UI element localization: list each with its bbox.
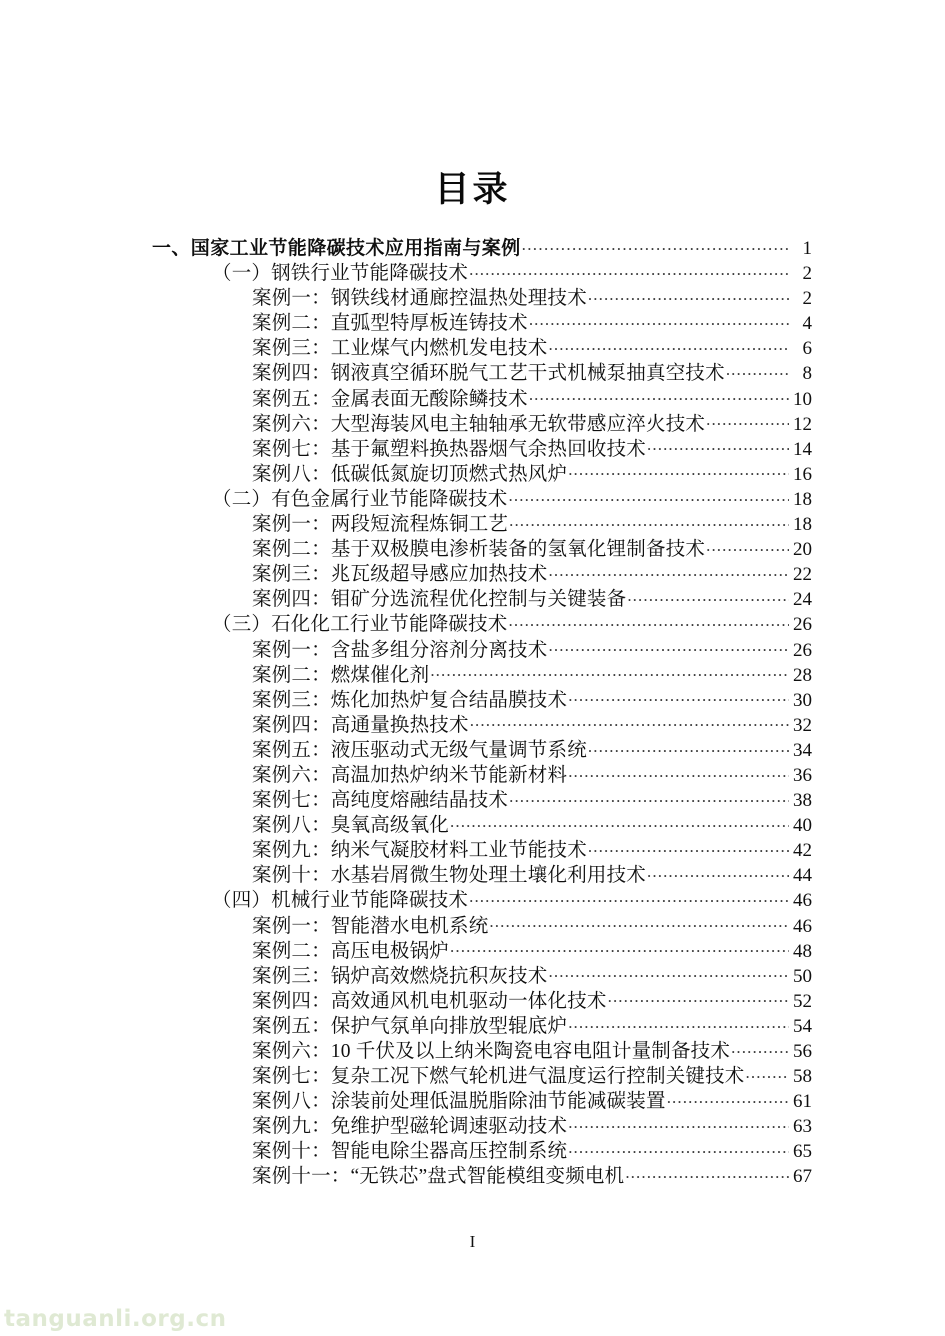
toc-entry[interactable] [0,865,945,890]
toc-entry-label: 案例四：钼矿分选流程优化控制与关键装备 [252,589,627,611]
toc-entry-page-number: 18 [793,514,812,536]
toc-leader-dots [706,414,789,430]
toc-entry[interactable] [0,539,945,564]
toc-entry-page-number: 46 [793,890,812,912]
toc-entry-page-number: 14 [793,438,812,460]
toc-entry[interactable] [0,890,945,915]
toc-entry[interactable] [0,338,945,363]
toc-entry-page-number: 26 [793,639,812,661]
toc-entry[interactable] [0,288,945,313]
toc-entry[interactable] [0,1091,945,1116]
toc-entry-label: 案例四：高通量换热技术 [252,714,469,736]
toc-entry-label: 案例九：免维护型磁轮调速驱动技术 [252,1116,568,1138]
toc-entry-page-number: 2 [802,263,812,285]
toc-entry-page-number: 1 [802,238,812,259]
toc-entry-label: 案例五：液压驱动式无级气量调节系统 [252,739,587,761]
toc-entry[interactable] [0,414,945,439]
toc-leader-dots [568,1016,789,1032]
toc-entry-label: 案例三：兆瓦级超导感应加热技术 [252,564,548,586]
toc-entry-label: 案例一：钢铁线材通廊控温热处理技术 [252,288,587,310]
toc-leader-dots [509,790,789,806]
toc-entry-label: 案例一：两段短流程炼铜工艺 [252,514,509,536]
toc-leader-dots [706,539,789,555]
toc-entry-page-number: 20 [793,539,812,561]
toc-leader-dots [450,815,789,831]
toc-leader-dots [549,966,789,982]
toc-entry-page-number: 56 [793,1041,812,1062]
toc-leader-dots [726,363,789,379]
toc-entry[interactable] [0,1016,945,1041]
toc-leader-dots [529,313,789,329]
toc-entry-label: 案例三：工业煤气内燃机发电技术 [252,338,548,360]
toc-entry[interactable] [0,1141,945,1166]
toc-entry[interactable] [0,790,945,815]
toc-entry-page-number: 4 [802,313,812,335]
toc-leader-dots [430,665,789,681]
toc-entry-page-number: 46 [793,915,812,937]
page-folio: I [469,1232,476,1251]
toc-leader-dots [568,464,789,480]
toc-entry-page-number: 28 [793,664,812,686]
toc-leader-dots [469,263,789,279]
toc-entry-page-number: 16 [793,463,812,485]
toc-entry[interactable] [0,489,945,514]
toc-leader-dots [627,589,789,605]
toc-entry-label: 案例五：金属表面无酸除鳞技术 [252,388,528,410]
toc-entry-page-number: 61 [793,1091,812,1113]
toc-leader-dots [568,1116,789,1132]
toc-entry-label: （四）机械行业节能降碳技术 [212,890,469,912]
toc-entry[interactable] [0,840,945,865]
toc-entry-page-number: 50 [793,965,812,987]
toc-leader-dots [522,238,789,254]
toc-entry[interactable] [0,564,945,589]
toc-entry-page-number: 67 [793,1166,812,1188]
toc-entry-label: 案例十：水基岩屑微生物处理土壤化利用技术 [252,865,647,887]
toc-entry-page-number: 12 [793,413,812,435]
toc-entry[interactable] [0,991,945,1016]
table-of-contents [0,238,945,1192]
toc-leader-dots [509,514,789,530]
toc-entry[interactable] [0,715,945,740]
toc-entry[interactable] [0,389,945,414]
toc-entry-label: （一）钢铁行业节能降碳技术 [212,263,469,285]
toc-entry[interactable] [0,1066,945,1091]
toc-entry-label: 案例六：10 千伏及以上纳米陶瓷电容电阻计量制备技术 [252,1041,731,1062]
toc-entry[interactable] [0,614,945,639]
toc-entry[interactable] [0,665,945,690]
toc-entry-label: 案例十一：“无铁芯”盘式智能模组变频电机 [252,1166,625,1188]
toc-entry-page-number: 65 [793,1141,812,1163]
toc-entry-page-number: 22 [793,564,812,586]
toc-entry-label: 案例八：涂装前处理低温脱脂除油节能减碳装置 [252,1091,666,1113]
toc-leader-dots [568,690,789,706]
toc-leader-dots [625,1166,789,1182]
toc-leader-dots [469,890,789,906]
toc-entry[interactable] [0,690,945,715]
toc-entry[interactable] [0,740,945,765]
page-title: 目录 [434,170,511,209]
toc-entry-page-number: 48 [793,940,812,962]
toc-entry-page-number: 10 [793,388,812,410]
toc-leader-dots [529,389,789,405]
toc-leader-dots [731,1041,789,1057]
toc-entry-page-number: 52 [793,990,812,1012]
toc-entry-page-number: 34 [793,739,812,761]
toc-entry-page-number: 32 [793,714,812,736]
toc-leader-dots [549,640,789,656]
toc-leader-dots [568,765,789,781]
toc-entry[interactable] [0,1041,945,1066]
toc-entry[interactable] [0,640,945,665]
toc-entry[interactable] [0,1166,945,1191]
toc-entry-label: 案例一：智能潜水电机系统 [252,915,489,937]
toc-entry-label: 案例四：高效通风机电机驱动一体化技术 [252,990,607,1012]
toc-entry[interactable] [0,439,945,464]
toc-entry-label: 案例七：基于氟塑料换热器烟气余热回收技术 [252,438,647,460]
toc-entry-label: 案例八：低碳低氮旋切顶燃式热风炉 [252,463,568,485]
toc-entry-label: 案例七：高纯度熔融结晶技术 [252,790,509,812]
toc-leader-dots [489,916,789,932]
toc-entry[interactable] [0,815,945,840]
toc-entry-label: 案例三：锅炉高效燃烧抗积灰技术 [252,965,548,987]
toc-entry-label: 案例三：炼化加热炉复合结晶膜技术 [252,689,568,711]
toc-leader-dots [549,338,789,354]
toc-entry-label: 案例二：基于双极膜电渗析装备的氢氧化锂制备技术 [252,539,706,561]
toc-entry[interactable] [0,238,945,263]
toc-entry[interactable] [0,966,945,991]
toc-entry-label: （二）有色金属行业节能降碳技术 [212,488,508,510]
toc-entry-page-number: 38 [793,790,812,812]
toc-leader-dots [450,941,789,957]
toc-entry-label: 案例四：钢液真空循环脱气工艺干式机械泵抽真空技术 [252,363,725,385]
toc-entry-label: 一、国家工业节能降碳技术应用指南与案例 [152,238,521,259]
toc-entry-label: 案例五：保护气氛单向排放型辊底炉 [252,1015,568,1037]
toc-entry-page-number: 44 [793,865,812,887]
toc-entry-page-number: 18 [793,488,812,510]
toc-entry[interactable] [0,363,945,388]
toc-entry[interactable] [0,916,945,941]
site-watermark: tanguanli.org.cn [4,1306,227,1332]
toc-leader-dots [568,1141,789,1157]
toc-entry-page-number: 6 [802,338,812,360]
toc-leader-dots [588,740,789,756]
toc-leader-dots [509,489,789,505]
toc-entry[interactable] [0,514,945,539]
toc-entry-page-number: 30 [793,689,812,711]
toc-leader-dots [608,991,789,1007]
toc-entry-page-number: 40 [793,815,812,837]
toc-entry-label: 案例一：含盐多组分溶剂分离技术 [252,639,548,661]
toc-entry-label: 案例六：高温加热炉纳米节能新材料 [252,764,568,786]
toc-entry[interactable] [0,464,945,489]
toc-entry-page-number: 26 [793,614,812,636]
toc-entry-page-number: 2 [802,288,812,310]
toc-leader-dots [588,288,789,304]
toc-entry[interactable] [0,1116,945,1141]
toc-entry-page-number: 58 [793,1066,812,1088]
toc-entry-label: 案例二：直弧型特厚板连铸技术 [252,313,528,335]
toc-entry[interactable] [0,765,945,790]
toc-leader-dots [549,564,789,580]
toc-entry-label: 案例二：高压电极锅炉 [252,940,450,962]
toc-leader-dots [647,439,789,455]
toc-entry-label: 案例七：复杂工况下燃气轮机进气温度运行控制关键技术 [252,1066,745,1088]
toc-entry-label: 案例二：燃煤催化剂 [252,664,430,686]
toc-leader-dots [647,865,789,881]
toc-leader-dots [667,1091,789,1107]
toc-entry[interactable] [0,941,945,966]
toc-entry[interactable] [0,313,945,338]
toc-entry[interactable] [0,589,945,614]
toc-leader-dots [470,715,789,731]
toc-entry-label: 案例十：智能电除尘器高压控制系统 [252,1141,568,1163]
toc-entry-label: 案例九：纳米气凝胶材料工业节能技术 [252,840,587,862]
toc-entry-page-number: 24 [793,589,812,611]
toc-entry-label: 案例八：臭氧高级氧化 [252,815,450,837]
toc-leader-dots [588,840,789,856]
toc-entry[interactable] [0,263,945,288]
toc-entry-page-number: 8 [802,363,812,385]
toc-entry-label: （三）石化化工行业节能降碳技术 [212,614,508,636]
toc-leader-dots [509,614,789,630]
toc-entry-page-number: 54 [793,1015,812,1037]
toc-entry-label: 案例六：大型海装风电主轴轴承无软带感应淬火技术 [252,413,706,435]
toc-leader-dots [746,1066,789,1082]
toc-entry-page-number: 63 [793,1116,812,1138]
toc-entry-page-number: 36 [793,764,812,786]
toc-entry-page-number: 42 [793,840,812,862]
